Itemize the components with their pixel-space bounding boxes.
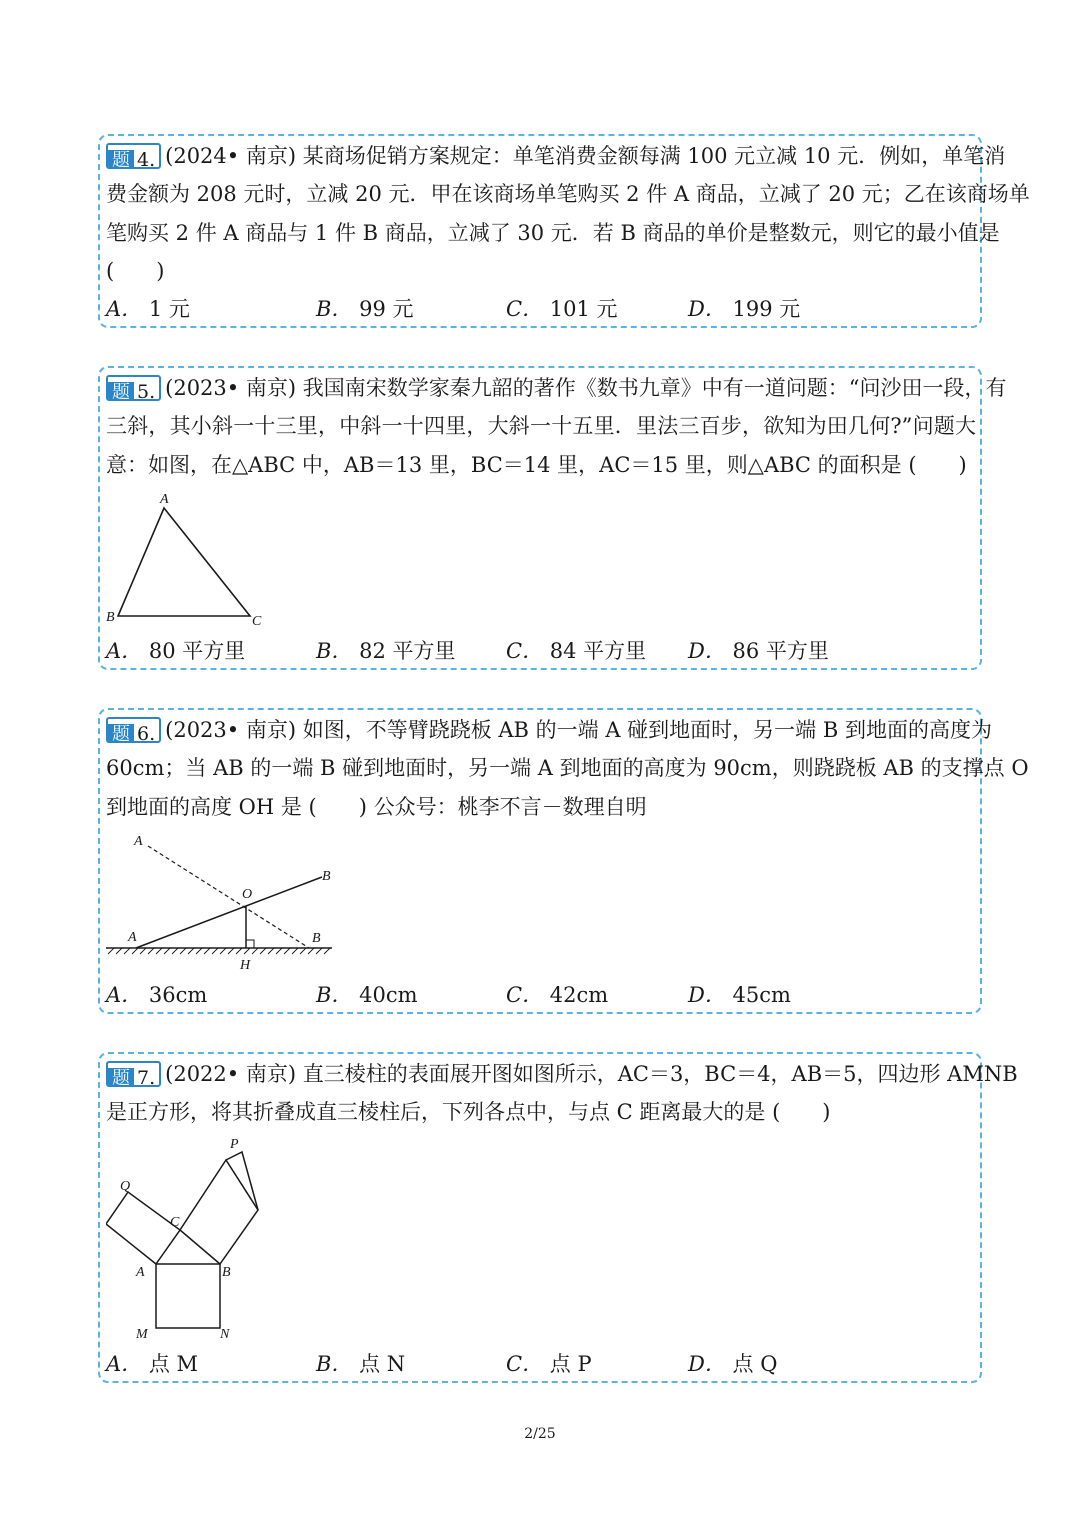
question-4-line-2: 费金额为 208 元时，立减 20 元．甲在该商场单笔购买 2 件 A 商品，立减了 20 元；乙在该商场单: [106, 182, 1030, 206]
option-a[interactable]: A． 1 元: [106, 297, 190, 321]
label-q: Q: [120, 1179, 131, 1194]
question-7-line-2: 是正方形，将其折叠成直三棱柱后，下列各点中，与点 C 距离最大的是 ( ): [106, 1100, 831, 1124]
label-a-ground: A: [128, 930, 137, 945]
question-4-box: [98, 134, 1030, 328]
seesaw-board-dashed: [148, 846, 309, 948]
question-6-tag: 题 6.: [106, 717, 161, 743]
option-c[interactable]: C． 101 元: [506, 297, 618, 321]
question-5-box: [98, 366, 1007, 670]
label-h: H: [240, 958, 251, 973]
seesaw-figure: [104, 830, 344, 975]
option-b[interactable]: B． 99 元: [316, 297, 414, 321]
question-7-tag: 题 7.: [106, 1061, 161, 1087]
option-b[interactable]: B． 40cm: [316, 983, 418, 1007]
option-c[interactable]: C． 84 平方里: [506, 639, 647, 663]
label-c: C: [252, 614, 262, 629]
option-d[interactable]: D． 点 Q: [688, 1352, 778, 1376]
rect-ac: [106, 1192, 180, 1264]
question-6-options: [106, 981, 980, 1009]
fold-top: [226, 1160, 258, 1210]
option-c[interactable]: C． 点 P: [506, 1352, 592, 1376]
option-a[interactable]: A． 36cm: [106, 983, 208, 1007]
label-a: A: [136, 1265, 145, 1280]
question-6-line-2: 60cm；当 AB 的一端 B 碰到地面时，另一端 A 到地面的高度为 90cm，则跷跷板 AB 的支撑点 O: [106, 756, 1029, 780]
option-d[interactable]: D． 86 平方里: [688, 639, 829, 663]
label-b-top: B: [322, 869, 331, 884]
square-amnb: [156, 1264, 220, 1328]
question-5-tag: 题 5.: [106, 375, 161, 401]
question-4-options: [106, 295, 980, 323]
option-b[interactable]: B． 82 平方里: [316, 639, 456, 663]
label-a: A: [160, 492, 169, 507]
question-5-line-3: 意：如图，在△ABC 中，AB＝13 里，BC＝14 里，AC＝15 里，则△ABC 的面积是 ( ): [106, 453, 967, 477]
seesaw-board-solid: [136, 877, 322, 948]
option-d[interactable]: D． 199 元: [688, 297, 801, 321]
label-b: B: [106, 610, 115, 625]
question-4-line-3: 笔购买 2 件 A 商品与 1 件 B 商品，立减了 30 元．若 B 商品的单价是整数元，则它的最小值是: [106, 221, 1000, 245]
label-n: N: [220, 1327, 230, 1342]
question-7-line-1: 题 7. (2022• 南京) 直三棱柱的表面展开图如图所示，AC＝3，BC＝4，AB＝5，四边形 AMNB: [106, 1060, 976, 1089]
question-4-tag: 题 4.: [106, 143, 161, 169]
question-5-line-1: 题 5. (2023• 南京) 我国南宋数学家秦九韶的著作《数书九章》中有一道问题：“问沙田一段，有: [106, 374, 976, 403]
triangle-abc: [118, 508, 250, 616]
question-4-line-1: 题 4. (2024• 南京) 某商场促销方案规定：单笔消费金额每满 100 元立减 10 元．例如，单笔消: [106, 142, 976, 171]
option-d[interactable]: D． 45cm: [688, 983, 791, 1007]
ground-hatching: [108, 948, 330, 954]
option-c[interactable]: C． 42cm: [506, 983, 609, 1007]
right-angle-mark: [246, 940, 254, 948]
question-6-box: [98, 708, 1029, 1014]
option-b[interactable]: B． 点 N: [316, 1352, 406, 1376]
label-b: B: [222, 1265, 231, 1280]
label-b-ground: B: [312, 931, 321, 946]
question-4-line-4: ( ): [106, 259, 165, 283]
label-o: O: [242, 887, 253, 902]
label-m: M: [136, 1327, 148, 1342]
prism-net-figure: [106, 1134, 276, 1346]
option-a[interactable]: A． 80 平方里: [106, 639, 246, 663]
triangle-abc-figure: [106, 490, 276, 630]
question-6-line-1: 题 6. (2023• 南京) 如图，不等臂跷跷板 AB 的一端 A 碰到地面时，另一端 B 到地面的高度为: [106, 716, 976, 745]
question-7-box: [98, 1052, 1018, 1383]
option-a[interactable]: A． 点 M: [106, 1352, 199, 1376]
label-c: C: [170, 1215, 180, 1230]
question-5-line-2: 三斜，其小斜一十三里，中斜一十四里，大斜一十五里．里法三百步，欲知为田几何?”问题大: [106, 414, 976, 438]
label-a-top: A: [134, 834, 143, 849]
rect-bc: [180, 1160, 258, 1264]
question-7-options: [106, 1350, 980, 1378]
label-p: P: [230, 1137, 239, 1152]
question-5-options: [106, 637, 980, 665]
question-6-line-3: 到地面的高度 OH 是 ( ) 公众号：桃李不言－数理自明: [106, 795, 647, 819]
page-number: 2/25: [524, 1426, 556, 1442]
